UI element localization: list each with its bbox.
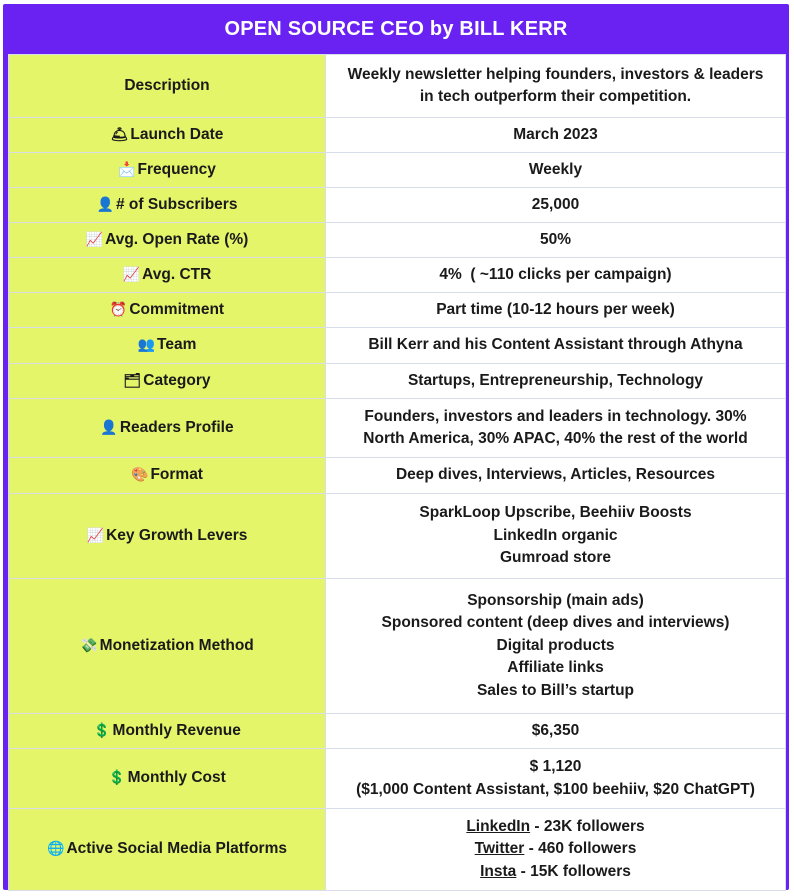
row-label xyxy=(9,749,326,809)
row-label-text: Category xyxy=(143,371,211,389)
value-line: Part time (10-12 hours per week) xyxy=(436,300,675,318)
row-label-text: Key Growth Levers xyxy=(106,526,248,544)
row-monthly-cost xyxy=(9,749,786,809)
row-label xyxy=(9,258,326,293)
row-description xyxy=(9,55,786,118)
linkedin-followers: - 23K followers xyxy=(530,817,645,835)
row-monthly-revenue xyxy=(9,714,786,749)
row-label-text: # of Subscribers xyxy=(115,195,238,213)
value-line: $6,350 xyxy=(531,721,580,739)
people-icon: 👥 xyxy=(137,337,156,354)
row-open-rate xyxy=(9,223,786,258)
value-line: $ 1,120 xyxy=(529,758,582,775)
row-value xyxy=(326,749,786,809)
person-icon: 👤 xyxy=(100,419,118,436)
row-label xyxy=(9,328,326,364)
row-label-text: Launch Date xyxy=(130,125,224,143)
value-line: Founders, investors and leaders in technology. 30% xyxy=(364,407,747,425)
row-social-media xyxy=(9,809,786,891)
row-format xyxy=(9,458,786,494)
row-label xyxy=(9,579,326,714)
row-value xyxy=(326,258,786,293)
row-value xyxy=(326,223,786,258)
row-value xyxy=(326,809,786,891)
row-label xyxy=(9,364,326,399)
row-value xyxy=(326,494,786,579)
row-label xyxy=(9,293,326,328)
value-line: ($1,000 Content Assistant, $100 beehiiv, $20 ChatGPT) xyxy=(356,780,755,798)
row-launch-date xyxy=(9,118,786,153)
value-line: LinkedIn organic xyxy=(493,526,618,544)
value-line: Deep dives, Interviews, Articles, Resources xyxy=(395,466,716,484)
row-label xyxy=(9,223,326,258)
value-line: 25,000 xyxy=(531,195,580,213)
row-label-text: Team xyxy=(157,336,197,354)
row-label xyxy=(9,188,326,223)
insta-link[interactable]: Insta xyxy=(480,862,517,880)
twitter-link[interactable]: Twitter xyxy=(474,840,525,858)
value-line: SparkLoop Upscribe, Beehiiv Boosts xyxy=(419,504,692,522)
value-line: Bill Kerr and his Content Assistant through Athyna xyxy=(368,336,743,354)
row-label xyxy=(9,153,326,188)
info-table xyxy=(8,54,786,891)
row-value xyxy=(326,293,786,328)
value-line: 50% xyxy=(539,230,572,248)
row-value xyxy=(326,328,786,364)
value-line: Sponsorship (main ads) xyxy=(467,591,644,609)
row-value xyxy=(326,714,786,749)
row-value xyxy=(326,55,786,118)
row-monetization xyxy=(9,579,786,714)
social-line-linkedin xyxy=(334,816,777,839)
row-value xyxy=(326,458,786,494)
row-value xyxy=(326,188,786,223)
row-label-text: Readers Profile xyxy=(119,418,234,436)
row-label xyxy=(9,458,326,494)
row-commitment xyxy=(9,293,786,328)
row-label xyxy=(9,714,326,749)
money-wings-icon: 💸 xyxy=(80,637,98,654)
dollar-icon: 💲 xyxy=(108,770,126,787)
row-label-text: Monthly Revenue xyxy=(112,721,241,739)
row-label-text: Frequency xyxy=(137,160,216,178)
row-label-text: Active Social Media Platforms xyxy=(66,840,287,858)
row-subscribers xyxy=(9,188,786,223)
newsletter-card xyxy=(3,4,789,890)
row-label xyxy=(9,399,326,458)
palette-icon: 🎨 xyxy=(131,467,149,484)
value-line: Weekly xyxy=(528,160,583,178)
insta-followers: - 15K followers xyxy=(516,862,631,880)
row-ctr xyxy=(9,258,786,293)
value-line: Sponsored content (deep dives and interviews) xyxy=(381,614,730,632)
value-line: Affiliate links xyxy=(507,659,604,677)
row-label xyxy=(9,494,326,579)
value-line: 4% ( ~110 clicks per campaign) xyxy=(439,265,672,283)
linkedin-link[interactable]: LinkedIn xyxy=(466,817,531,835)
value-line: March 2023 xyxy=(513,125,598,143)
row-value xyxy=(326,364,786,399)
row-value xyxy=(326,399,786,458)
row-value xyxy=(326,118,786,153)
globe-icon: 🌐 xyxy=(47,841,65,858)
row-label-text: Avg. CTR xyxy=(142,265,212,283)
dollar-icon: 💲 xyxy=(93,722,111,739)
row-value xyxy=(326,579,786,714)
row-label-text: Avg. Open Rate (%) xyxy=(105,230,249,248)
twitter-followers: - 460 followers xyxy=(524,840,637,858)
chart-up-icon: 📈 xyxy=(122,266,141,283)
social-line-insta xyxy=(334,861,777,884)
value-line: Sales to Bill’s startup xyxy=(476,681,635,699)
envelope-icon: 📩 xyxy=(118,161,136,178)
row-label-text: Monetization Method xyxy=(99,636,254,654)
social-line-twitter xyxy=(334,838,777,861)
row-label xyxy=(9,55,326,118)
value-line: Startups, Entrepreneurship, Technology xyxy=(407,371,704,389)
alarm-clock-icon: ⏰ xyxy=(109,301,128,318)
card-title: OPEN SOURCE CEO by BILL KERR xyxy=(224,17,568,40)
row-label-text: Monthly Cost xyxy=(127,769,226,787)
row-label-text: Commitment xyxy=(129,300,225,318)
value-line: Gumroad store xyxy=(499,549,612,567)
row-readers-profile xyxy=(9,399,786,458)
chart-up-icon: 📈 xyxy=(85,231,104,248)
row-value xyxy=(326,153,786,188)
value-line: North America, 30% APAC, 40% the rest of the world xyxy=(363,430,748,447)
value-line: Digital products xyxy=(496,636,615,654)
bell-icon: 🛎 xyxy=(110,126,129,143)
row-label-text: Description xyxy=(124,76,210,94)
row-team xyxy=(9,328,786,364)
person-icon: 👤 xyxy=(96,196,114,213)
row-label xyxy=(9,118,326,153)
chart-up-icon: 📈 xyxy=(86,527,105,544)
row-label-text: Format xyxy=(150,466,203,484)
row-frequency xyxy=(9,153,786,188)
row-label xyxy=(9,809,326,891)
value-line: Weekly newsletter helping founders, investors & leaders xyxy=(347,65,764,83)
row-category xyxy=(9,364,786,399)
folder-icon: 🗂 xyxy=(123,372,142,389)
value-line: in tech outperform their competition. xyxy=(419,88,692,105)
row-growth-levers xyxy=(9,494,786,579)
